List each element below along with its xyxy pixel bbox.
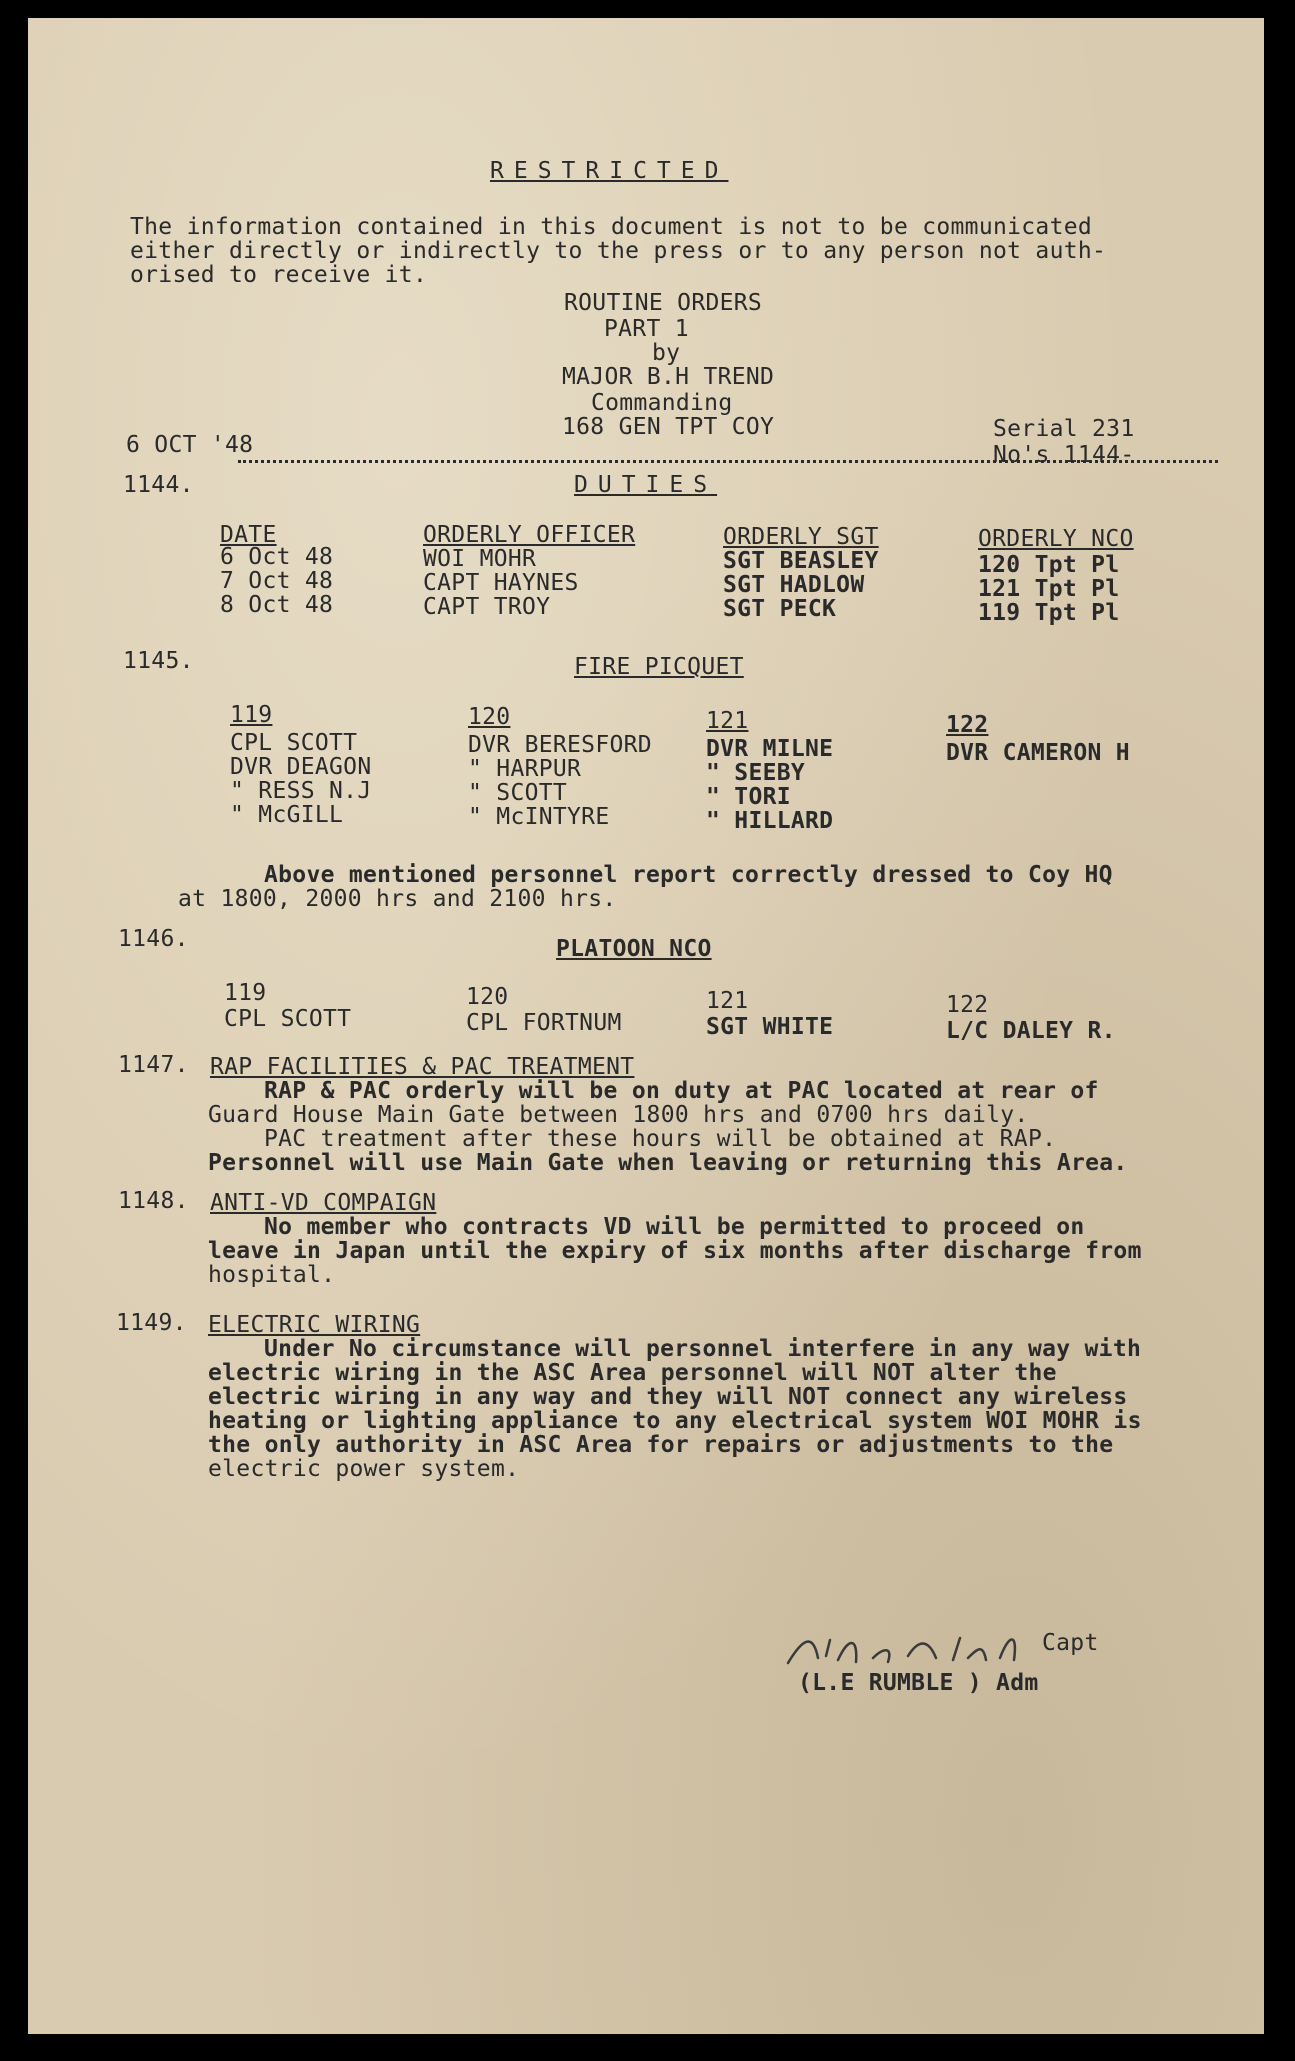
section-number-1145: 1145. <box>123 648 194 674</box>
platoon-121-head: 121 <box>706 988 749 1014</box>
serial-number: Serial 231 <box>993 416 1135 442</box>
fire-col-120-line-4: " McINTYRE <box>468 804 610 830</box>
platoon-120-name: CPL FORTNUM <box>466 1010 622 1036</box>
fire-col-120-line-2: " HARPUR <box>468 756 582 782</box>
fire-col-119-line-1: CPL SCOTT <box>230 730 358 756</box>
electric-line-1: Under No circumstance will personnel interfere in any way with <box>264 1336 1142 1362</box>
fire-col-119-line-2: DVR DEAGON <box>230 754 372 780</box>
title-line-5: Commanding <box>591 390 733 416</box>
platoon-119-name: CPL SCOTT <box>224 1006 352 1032</box>
rap-heading: RAP FACILITIES & PAC TREATMENT <box>210 1054 635 1080</box>
fire-col-121-line-2: " SEEBY <box>706 760 806 786</box>
rap-line-2: Guard House Main Gate between 1800 hrs and 0700 hrs daily. <box>208 1102 1029 1128</box>
electric-line-4: heating or lighting appliance to any electrical system WOI MOHR is <box>208 1408 1142 1434</box>
platoon-122-head: 122 <box>946 992 989 1018</box>
duties-row-1-nco: 120 Tpt Pl <box>978 552 1120 578</box>
section-number-1144: 1144. <box>123 472 194 498</box>
duties-row-3-officer: CAPT TROY <box>423 594 551 620</box>
duties-column-nco: ORDERLY NCO <box>978 526 1134 552</box>
fire-col-121-head: 121 <box>706 708 749 734</box>
electric-line-6: electric power system. <box>208 1456 520 1482</box>
title-line-4: MAJOR B.H TREND <box>562 364 775 390</box>
electric-line-2: electric wiring in the ASC Area personnel will NOT alter the <box>208 1360 1057 1386</box>
notice-line-3: orised to receive it. <box>130 262 428 288</box>
signature-name: (L.E RUMBLE ) Adm <box>798 1670 1039 1696</box>
platoon-nco-heading: PLATOON NCO <box>556 936 712 962</box>
fire-picquet-heading: FIRE PICQUET <box>574 654 744 680</box>
platoon-121-name: SGT WHITE <box>706 1014 834 1040</box>
duties-column-date: DATE <box>220 522 277 548</box>
document-page <box>28 18 1264 2034</box>
duties-row-3-sgt: SGT PECK <box>723 596 837 622</box>
duties-row-2-sgt: SGT HADLOW <box>723 572 865 598</box>
footer-credit: AUSTRALIAN WAR MEMORIAL <box>2 2047 147 2058</box>
fire-col-119-head: 119 <box>230 702 273 728</box>
order-numbers: No's 1144- <box>993 442 1135 468</box>
fire-col-121-line-1: DVR MILNE <box>706 736 834 762</box>
duties-row-1-officer: WOI MOHR <box>423 546 537 572</box>
antivd-line-1: No member who contracts VD will be permitted to proceed on <box>264 1214 1085 1240</box>
electric-line-5: the only authority in ASC Area for repairs or adjustments to the <box>208 1432 1114 1458</box>
fire-col-119-line-3: " RESS N.J <box>230 778 372 804</box>
duties-row-3-nco: 119 Tpt Pl <box>978 600 1120 626</box>
classification-heading: RESTRICTED <box>490 158 729 184</box>
fire-col-122-line-1: DVR CAMERON H <box>946 740 1130 766</box>
duties-row-1-date: 6 Oct 48 <box>220 544 334 570</box>
electric-line-3: electric wiring in any way and they will NOT connect any wireless <box>208 1384 1128 1410</box>
fire-col-120-line-3: " SCOTT <box>468 780 568 806</box>
duties-row-2-nco: 121 Tpt Pl <box>978 576 1120 602</box>
section-number-1147: 1147. <box>118 1052 189 1078</box>
title-line-2: PART 1 <box>604 316 689 342</box>
order-date: 6 OCT '48 <box>126 432 254 458</box>
rap-line-1: RAP & PAC orderly will be on duty at PAC located at rear of <box>264 1078 1099 1104</box>
dotted-rule <box>238 460 1218 463</box>
duties-column-officer: ORDERLY OFFICER <box>423 522 636 548</box>
duties-row-3-date: 8 Oct 48 <box>220 592 334 618</box>
notice-line-2: either directly or indirectly to the press or to any person not auth- <box>130 238 1107 264</box>
section-number-1148: 1148. <box>118 1188 189 1214</box>
section-number-1146: 1146. <box>118 926 189 952</box>
electric-heading: ELECTRIC WIRING <box>208 1312 421 1338</box>
title-line-3: by <box>652 340 681 366</box>
fire-col-120-head: 120 <box>468 704 511 730</box>
fire-col-119-line-4: " McGILL <box>230 802 344 828</box>
title-line-6: 168 GEN TPT COY <box>562 414 775 440</box>
duties-column-sgt: ORDERLY SGT <box>723 524 879 550</box>
fire-note-line-1: Above mentioned personnel report correctly dressed to Coy HQ <box>264 862 1113 888</box>
rap-line-4: Personnel will use Main Gate when leaving or returning this Area. <box>208 1150 1128 1176</box>
duties-row-2-officer: CAPT HAYNES <box>423 570 579 596</box>
fire-col-120-line-1: DVR BERESFORD <box>468 732 652 758</box>
platoon-120-head: 120 <box>466 984 509 1010</box>
fire-col-121-line-4: " HILLARD <box>706 808 834 834</box>
section-number-1149: 1149. <box>116 1310 187 1336</box>
duties-heading: DUTIES <box>574 472 718 498</box>
antivd-line-3: hospital. <box>208 1262 336 1288</box>
footer-accession: AWM2022.5.545 <box>1216 2047 1291 2058</box>
signature-rank: Capt <box>1042 1630 1099 1656</box>
fire-note-line-2: at 1800, 2000 hrs and 2100 hrs. <box>178 886 617 912</box>
duties-row-2-date: 7 Oct 48 <box>220 568 334 594</box>
notice-line-1: The information contained in this document is not to be communicated <box>130 214 1093 240</box>
duties-row-1-sgt: SGT BEASLEY <box>723 548 879 574</box>
title-line-1: ROUTINE ORDERS <box>564 290 763 316</box>
fire-col-122-head: 122 <box>946 712 989 738</box>
platoon-122-name: L/C DALEY R. <box>946 1018 1116 1044</box>
antivd-line-2: leave in Japan until the expiry of six months after discharge from <box>208 1238 1142 1264</box>
platoon-119-head: 119 <box>224 980 267 1006</box>
rap-line-3: PAC treatment after these hours will be obtained at RAP. <box>264 1126 1057 1152</box>
antivd-heading: ANTI-VD COMPAIGN <box>210 1190 437 1216</box>
fire-col-121-line-3: " TORI <box>706 784 791 810</box>
